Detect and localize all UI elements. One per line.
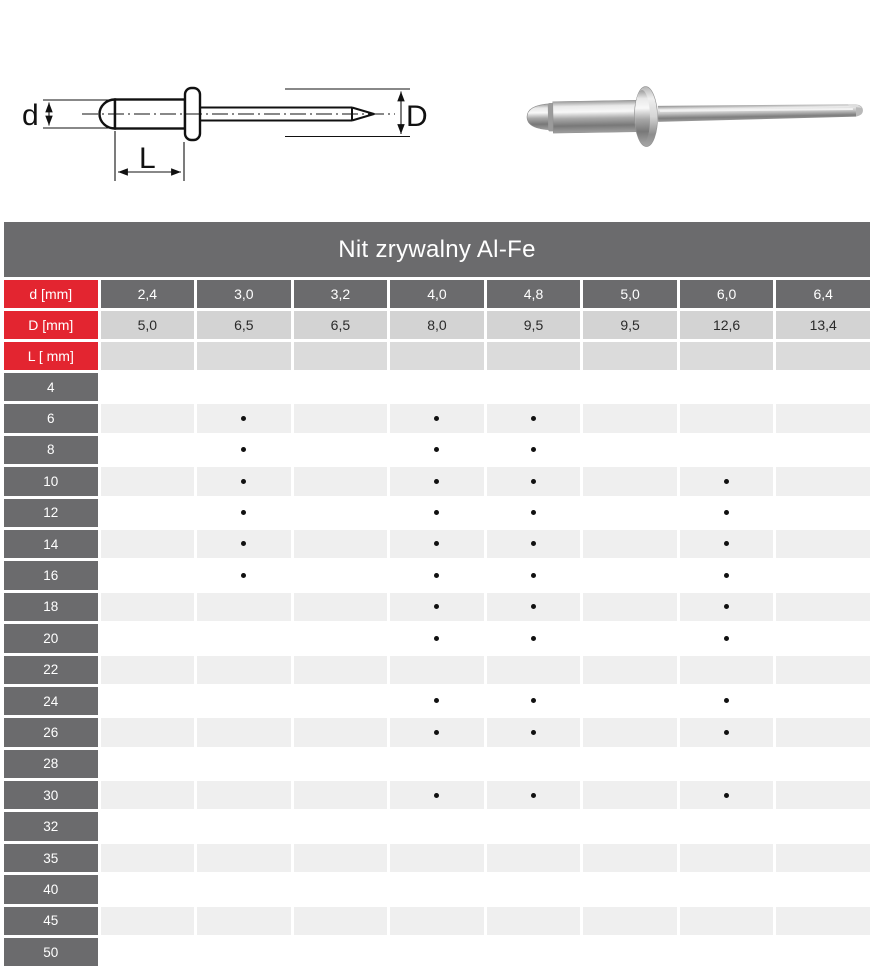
availability-cell [680,404,774,432]
availability-cell [776,499,870,527]
length-label: 14 [4,530,98,558]
availability-cell [487,907,581,935]
availability-cell [776,907,870,935]
length-row [4,499,870,527]
D-value-cell: 8,0 [390,311,484,339]
availability-cell [197,750,291,778]
availability-dot [724,573,729,578]
length-row [4,624,870,652]
length-row [4,781,870,809]
d-value-cell: 2,4 [101,280,195,308]
availability-dot [531,541,536,546]
availability-cell [487,624,581,652]
availability-cell [390,530,484,558]
availability-cell [776,373,870,401]
length-label: 35 [4,844,98,872]
dimension-D-label: D [406,100,428,133]
availability-cell [390,593,484,621]
availability-cell [197,812,291,840]
availability-dot [531,573,536,578]
availability-cell [294,373,388,401]
availability-cell [197,404,291,432]
D-value-cell: 9,5 [487,311,581,339]
D-value-cell: 6,5 [294,311,388,339]
length-label: 40 [4,875,98,903]
D-values-row [4,311,870,339]
dimension-L-label: L [139,142,156,175]
availability-cell [583,373,677,401]
availability-cell [101,436,195,464]
photo-mandrel [658,102,856,121]
availability-cell [487,718,581,746]
availability-cell [776,718,870,746]
availability-cell [583,499,677,527]
availability-cell [390,875,484,903]
D-value-cell: 12,6 [680,311,774,339]
availability-cell [487,687,581,715]
availability-cell [583,530,677,558]
availability-cell [101,844,195,872]
availability-cell [680,687,774,715]
availability-cell [101,907,195,935]
availability-cell [583,875,677,903]
spec-table-body [4,222,870,966]
availability-cell [294,530,388,558]
availability-cell [101,530,195,558]
length-row [4,938,870,966]
availability-dot [241,573,246,578]
availability-cell [776,593,870,621]
product-images [0,0,887,218]
availability-dot [724,698,729,703]
availability-cell [776,812,870,840]
availability-dot [434,447,439,452]
availability-dot [434,479,439,484]
availability-cell [197,593,291,621]
availability-cell [294,656,388,684]
d-value-cell: 6,0 [680,280,774,308]
availability-dot [531,447,536,452]
d-value-cell: 6,4 [776,280,870,308]
L-header-empty-cell [776,342,870,370]
availability-cell [680,907,774,935]
availability-cell [680,781,774,809]
availability-cell [583,750,677,778]
availability-cell [583,561,677,589]
L-header-empty-cell [101,342,195,370]
length-row [4,593,870,621]
availability-cell [197,656,291,684]
availability-cell [197,907,291,935]
availability-cell [776,467,870,495]
length-row [4,656,870,684]
availability-cell [294,499,388,527]
availability-cell [487,656,581,684]
availability-dot [434,636,439,641]
availability-cell [101,781,195,809]
availability-cell [583,938,677,966]
availability-cell [101,499,195,527]
availability-cell [487,781,581,809]
availability-dot [724,510,729,515]
availability-cell [294,812,388,840]
availability-cell [680,499,774,527]
availability-dot [724,541,729,546]
length-row [4,436,870,464]
availability-dot [434,730,439,735]
availability-cell [487,373,581,401]
availability-cell [390,781,484,809]
d-value-cell: 4,8 [487,280,581,308]
length-label: 22 [4,656,98,684]
length-label: 24 [4,687,98,715]
length-label: 50 [4,938,98,966]
availability-cell [101,404,195,432]
d-value-cell: 5,0 [583,280,677,308]
availability-cell [680,561,774,589]
length-row [4,718,870,746]
availability-cell [776,624,870,652]
length-row [4,750,870,778]
availability-cell [680,530,774,558]
photo-dome [527,104,551,130]
availability-cell [776,530,870,558]
availability-cell [101,561,195,589]
availability-cell [776,436,870,464]
availability-dot [531,730,536,735]
length-row [4,404,870,432]
availability-cell [776,656,870,684]
availability-cell [680,656,774,684]
length-row [4,907,870,935]
availability-cell [776,561,870,589]
availability-cell [680,467,774,495]
availability-cell [680,436,774,464]
availability-cell [776,844,870,872]
availability-cell [583,404,677,432]
availability-cell [583,687,677,715]
length-row [4,844,870,872]
availability-cell [776,404,870,432]
L-header-empty-cell [197,342,291,370]
availability-cell [390,938,484,966]
L-header-row [4,342,870,370]
length-label: 20 [4,624,98,652]
availability-dot [434,510,439,515]
availability-cell [390,624,484,652]
availability-cell [294,938,388,966]
availability-cell [776,938,870,966]
availability-cell [390,499,484,527]
availability-cell [776,750,870,778]
length-label: 30 [4,781,98,809]
availability-cell [294,781,388,809]
availability-cell [680,624,774,652]
row-label-D: D [mm] [4,311,98,339]
availability-cell [294,687,388,715]
availability-dot [724,636,729,641]
availability-dot [724,793,729,798]
availability-cell [294,593,388,621]
availability-cell [101,656,195,684]
availability-dot [241,479,246,484]
availability-dot [724,479,729,484]
availability-cell [680,812,774,840]
availability-cell [101,718,195,746]
availability-dot [434,573,439,578]
availability-cell [390,907,484,935]
availability-dot [434,604,439,609]
availability-cell [197,624,291,652]
availability-dot [241,510,246,515]
availability-cell [197,781,291,809]
table-title: Nit zrywalny Al-Fe [4,222,870,277]
length-row [4,467,870,495]
availability-cell [487,812,581,840]
availability-cell [101,373,195,401]
rivet-technical-drawing [0,0,440,218]
dimension-d-label: d [22,99,39,132]
length-label: 8 [4,436,98,464]
D-value-cell: 6,5 [197,311,291,339]
availability-cell [776,781,870,809]
availability-cell [197,436,291,464]
availability-cell [101,875,195,903]
availability-cell [487,750,581,778]
availability-cell [390,687,484,715]
length-label: 4 [4,373,98,401]
availability-cell [583,624,677,652]
D-value-cell: 13,4 [776,311,870,339]
availability-cell [487,844,581,872]
availability-cell [583,593,677,621]
availability-cell [680,718,774,746]
availability-cell [487,875,581,903]
availability-cell [583,718,677,746]
row-label-L: L [ mm] [4,342,98,370]
availability-cell [583,781,677,809]
D-value-cell: 5,0 [101,311,195,339]
availability-cell [390,436,484,464]
availability-cell [101,467,195,495]
availability-cell [101,938,195,966]
photo-body [553,100,639,133]
availability-cell [583,467,677,495]
d-value-cell: 3,0 [197,280,291,308]
availability-cell [487,530,581,558]
availability-cell [390,373,484,401]
availability-cell [776,687,870,715]
availability-cell [294,404,388,432]
availability-cell [776,875,870,903]
availability-dot [241,541,246,546]
availability-cell [197,530,291,558]
availability-dot [724,730,729,735]
availability-cell [101,593,195,621]
availability-cell [487,404,581,432]
availability-dot [434,698,439,703]
availability-cell [390,467,484,495]
length-label: 28 [4,750,98,778]
length-row [4,561,870,589]
availability-cell [487,561,581,589]
L-header-empty-cell [583,342,677,370]
availability-cell [583,656,677,684]
availability-dot [434,541,439,546]
length-label: 26 [4,718,98,746]
length-row [4,812,870,840]
spec-table [1,219,873,969]
availability-cell [197,844,291,872]
availability-dot [531,604,536,609]
availability-cell [583,812,677,840]
availability-cell [680,750,774,778]
availability-cell [101,624,195,652]
availability-dot [531,510,536,515]
length-row [4,687,870,715]
availability-cell [583,844,677,872]
length-row [4,373,870,401]
d-value-cell: 3,2 [294,280,388,308]
availability-cell [583,907,677,935]
dimension-D [285,89,410,137]
availability-dot [724,604,729,609]
availability-cell [101,812,195,840]
availability-cell [390,404,484,432]
availability-cell [294,561,388,589]
availability-cell [197,373,291,401]
availability-cell [197,499,291,527]
row-label-d: d [mm] [4,280,98,308]
length-label: 6 [4,404,98,432]
availability-cell [294,467,388,495]
length-label: 16 [4,561,98,589]
availability-cell [680,875,774,903]
length-label: 45 [4,907,98,935]
length-label: 18 [4,593,98,621]
length-row [4,530,870,558]
d-value-cell: 4,0 [390,280,484,308]
rivet-photo [478,40,887,180]
availability-dot [434,416,439,421]
availability-cell [680,844,774,872]
availability-dot [241,416,246,421]
availability-cell [390,656,484,684]
availability-cell [680,593,774,621]
availability-cell [390,561,484,589]
availability-cell [197,718,291,746]
L-header-empty-cell [294,342,388,370]
L-header-empty-cell [390,342,484,370]
availability-cell [197,561,291,589]
length-label: 10 [4,467,98,495]
availability-dot [531,636,536,641]
availability-dot [531,479,536,484]
availability-cell [390,718,484,746]
D-value-cell: 9,5 [583,311,677,339]
availability-cell [294,718,388,746]
availability-cell [294,750,388,778]
availability-cell [487,593,581,621]
availability-cell [101,750,195,778]
availability-cell [294,844,388,872]
availability-cell [680,938,774,966]
d-values-row [4,280,870,308]
length-label: 12 [4,499,98,527]
availability-cell [390,812,484,840]
availability-cell [294,875,388,903]
availability-cell [197,467,291,495]
availability-dot [531,416,536,421]
availability-cell [294,436,388,464]
L-header-empty-cell [680,342,774,370]
availability-cell [101,687,195,715]
availability-dot [531,698,536,703]
availability-cell [583,436,677,464]
availability-cell [197,875,291,903]
availability-dot [434,793,439,798]
availability-cell [294,907,388,935]
availability-cell [197,687,291,715]
availability-cell [487,436,581,464]
availability-cell [390,750,484,778]
availability-dot [241,447,246,452]
L-header-empty-cell [487,342,581,370]
availability-cell [390,844,484,872]
availability-cell [680,373,774,401]
availability-cell [487,938,581,966]
length-row [4,875,870,903]
availability-cell [487,467,581,495]
table-title-row [4,222,870,277]
length-label: 32 [4,812,98,840]
availability-dot [531,793,536,798]
availability-cell [487,499,581,527]
availability-cell [294,624,388,652]
availability-cell [197,938,291,966]
